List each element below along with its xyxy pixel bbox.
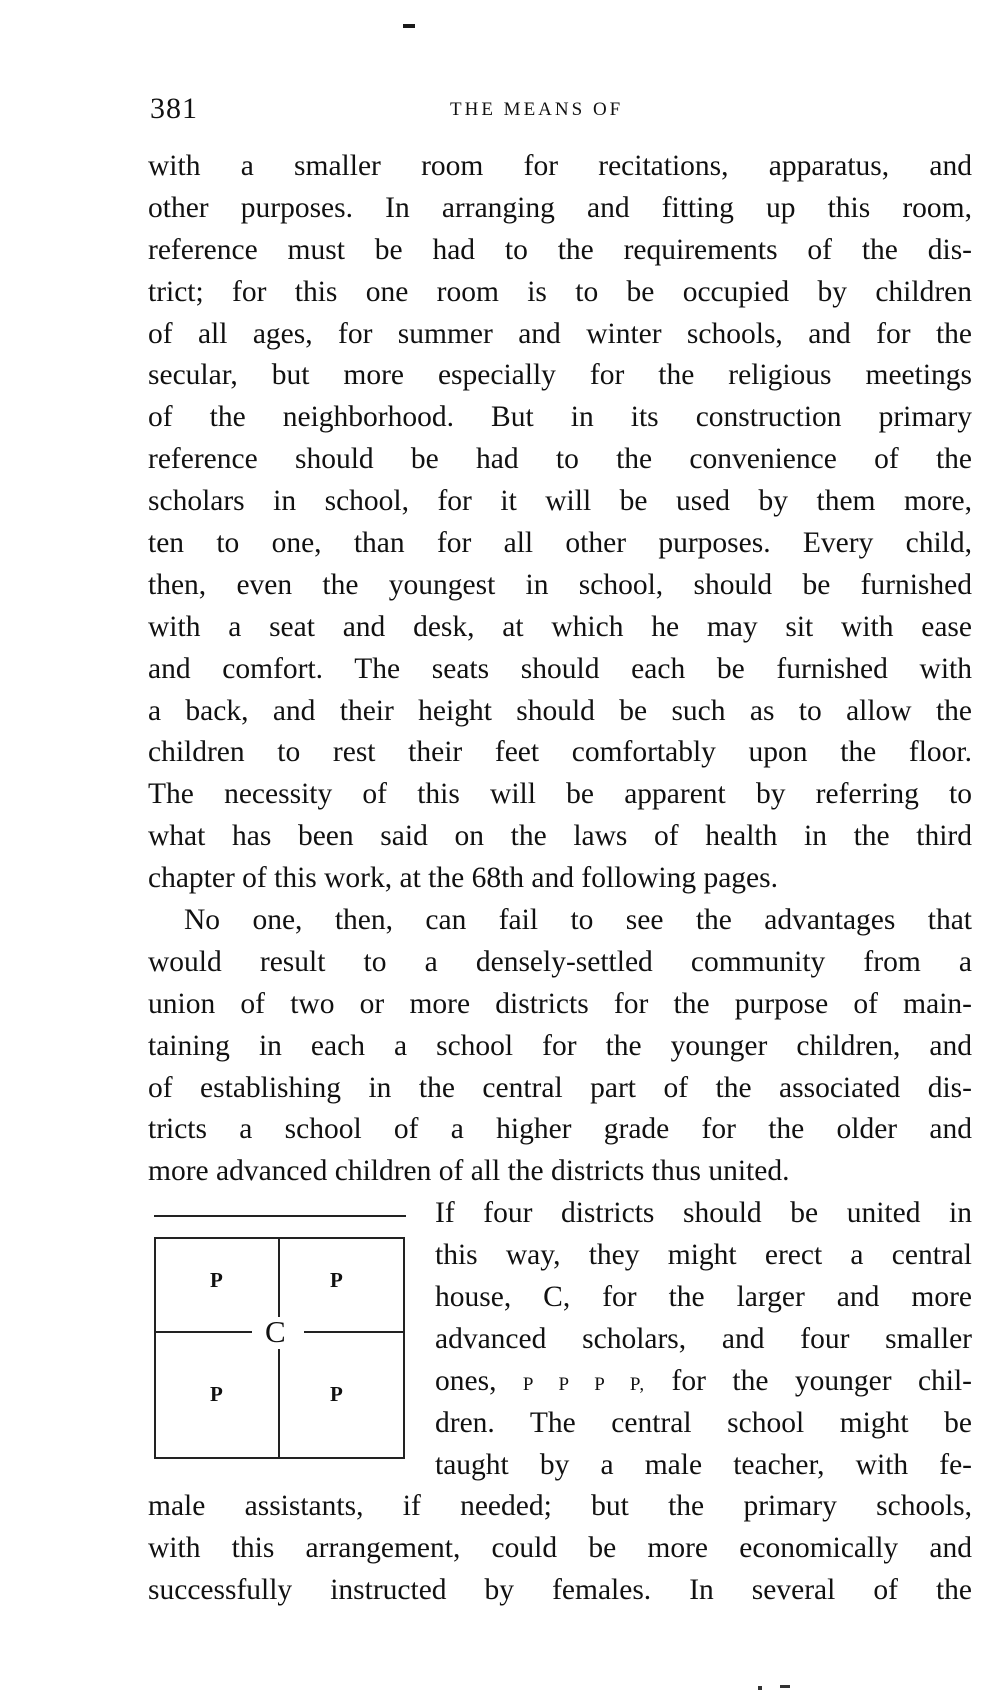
diagram-label-top-left: P [210, 1268, 223, 1293]
text-line: chapter of this work, at the 68th and following pages. [148, 862, 779, 895]
smallcaps-fragment: P P P P, [522, 1373, 646, 1395]
text-line: If four districts should be united in [435, 1197, 972, 1230]
diagram-divider-upper [278, 1237, 280, 1317]
diagram-divider-left [154, 1331, 252, 1333]
paragraph-3-continued [148, 1486, 972, 1612]
text-line: trict; for this one room is to be occupied by children [148, 275, 972, 308]
print-mark [403, 24, 415, 28]
diagram-label-bottom-left: P [210, 1382, 223, 1407]
diagram-label-bottom-right: P [330, 1382, 343, 1407]
text-line: other purposes. In arranging and fitting up this room, [148, 191, 972, 224]
text-line: taining in each a school for the younger children, and [148, 1029, 972, 1062]
text-line: taught by a male teacher, with fe- [435, 1448, 972, 1481]
paragraph-2 [148, 900, 972, 1193]
text-line: The necessity of this will be apparent by referring to [148, 778, 972, 811]
text-line: more advanced children of all the districts thus united. [148, 1155, 790, 1188]
text-line: children to rest their feet comfortably upon the floor. [148, 736, 972, 769]
text-line: dren. The central school might be [435, 1406, 972, 1439]
text-line: of all ages, for summer and winter schools, and for the [148, 317, 972, 350]
print-mark [780, 1685, 790, 1688]
text-line: house, C, for the larger and more [435, 1281, 972, 1314]
text-line: what has been said on the laws of health in the third [148, 820, 972, 853]
text-line: then, even the youngest in school, should be furnished [148, 568, 972, 601]
text-line: reference must be had to the requirements of the dis- [148, 233, 972, 266]
text-fragment: for the younger chil- [671, 1364, 973, 1397]
print-mark [758, 1686, 762, 1690]
diagram-label-center: C [265, 1314, 286, 1350]
paragraph-3-with-figure [148, 1193, 972, 1486]
body-text [148, 146, 972, 1612]
text-line: No one, then, can fail to see the advantages that [184, 904, 972, 937]
text-line: ten to one, than for all other purposes. Every child, [148, 527, 972, 560]
wrapped-text [435, 1193, 972, 1486]
text-line: a back, and their height should be such as to allow the [148, 694, 972, 727]
page-number: 381 [150, 92, 198, 125]
text-line: scholars in school, for it will be used by them more, [148, 485, 972, 518]
text-line: of establishing in the central part of the associated dis- [148, 1071, 972, 1104]
text-line: reference should be had to the convenience of the [148, 443, 972, 476]
paragraph-1 [148, 146, 972, 900]
text-line: advanced scholars, and four smaller [435, 1322, 972, 1355]
diagram-top-rule [154, 1215, 406, 1217]
district-diagram [154, 1203, 412, 1465]
running-head: THE MEANS OF [450, 99, 624, 120]
text-line: of the neighborhood. But in its construction primary [148, 401, 972, 434]
diagram-divider-right [304, 1331, 405, 1333]
text-line: would result to a densely-settled community from a [148, 945, 972, 978]
text-line: tricts a school of a higher grade for the older and [148, 1113, 972, 1146]
text-line [435, 1361, 972, 1403]
text-line: with a smaller room for recitations, apparatus, and [148, 150, 972, 182]
text-line: and comfort. The seats should each be furnished with [148, 652, 972, 685]
text-line: male assistants, if needed; but the primary schools, [148, 1490, 972, 1523]
text-line: successfully instructed by females. In several of the [148, 1574, 972, 1607]
text-line: with a seat and desk, at which he may sit with ease [148, 610, 972, 643]
diagram-label-top-right: P [330, 1268, 343, 1293]
diagram-divider-lower [278, 1349, 280, 1459]
text-line: union of two or more districts for the purpose of main- [148, 987, 972, 1020]
text-line: with this arrangement, could be more economically and [148, 1532, 972, 1565]
text-fragment: ones, [435, 1364, 497, 1397]
text-line: secular, but more especially for the religious meetings [148, 359, 972, 392]
text-line: this way, they might erect a central [435, 1239, 972, 1272]
